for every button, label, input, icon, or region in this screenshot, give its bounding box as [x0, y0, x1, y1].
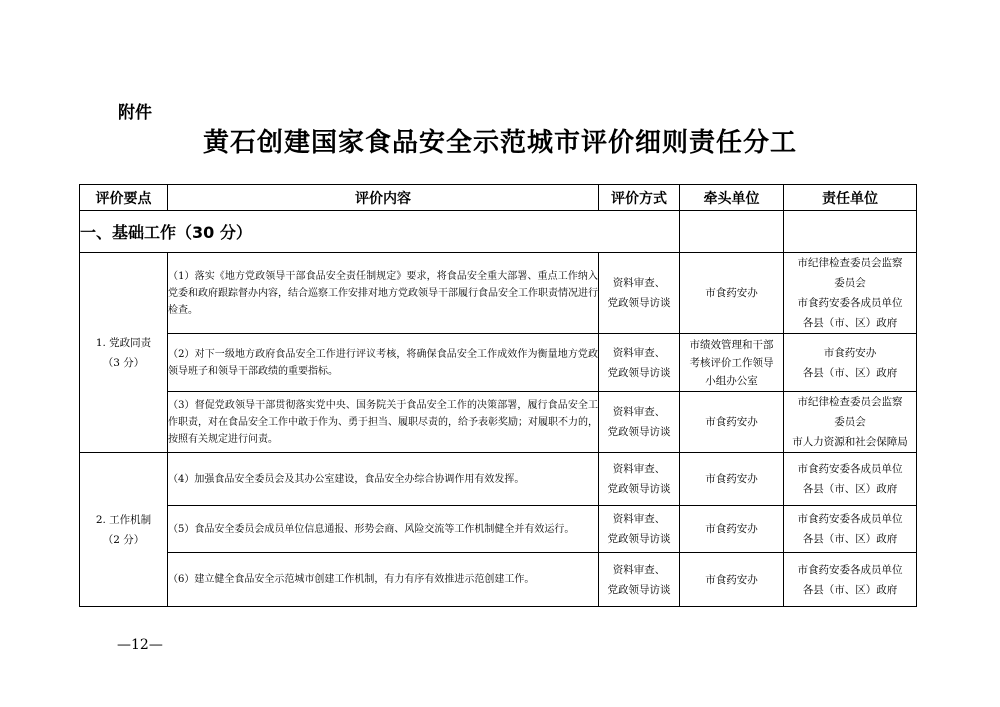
lead-unit — [680, 453, 784, 506]
eval-content: （1）落实《地方党政领导干部食品安全责任制规定》要求，将食品安全重大部署、重点工作纳入党委和政府跟踪督办内容，结合巡察工作安排对地方党政领导干部履行食品安全工作职责情况进行检查。 — [168, 253, 599, 334]
eval-point-cell — [80, 253, 168, 453]
eval-point-cell — [80, 453, 168, 607]
page-number: —12— — [117, 637, 163, 653]
eval-point-name: 1. 党政同责 — [95, 336, 152, 349]
responsible-unit — [784, 453, 917, 506]
section-title: 一、基础工作（30 分） — [80, 211, 680, 253]
lead-unit — [680, 253, 784, 334]
header-eval-point: 评价要点 — [80, 185, 168, 211]
method-line: 党政领导访谈 — [607, 533, 671, 545]
method-line: 党政领导访谈 — [607, 483, 671, 495]
header-eval-content: 评价内容 — [168, 185, 599, 211]
section-row — [80, 211, 917, 253]
resp-line: 各县（市、区）政府 — [802, 583, 898, 596]
resp-line: 市食药安委各成员单位 — [797, 513, 903, 525]
table-row — [80, 453, 917, 506]
document-title: 黄石创建国家食品安全示范城市评价细则责任分工 — [202, 128, 797, 158]
eval-method — [599, 553, 680, 607]
eval-point-score: （2 分） — [102, 533, 145, 546]
eval-method — [599, 506, 680, 553]
method-line: 资料审查、 — [612, 346, 666, 359]
lead-line: 市绩效管理和干部 — [689, 338, 774, 351]
resp-line: 委员会 — [834, 416, 866, 428]
eval-content: （2）对下一级地方政府食品安全工作进行评议考核，将确保食品安全工作成效作为衡量地方党政领导班子和领导干部政绩的重要指标。 — [168, 334, 599, 392]
eval-method — [599, 334, 680, 392]
method-line: 资料审查、 — [612, 277, 666, 289]
responsible-unit — [784, 392, 917, 453]
responsible-unit — [784, 553, 917, 607]
resp-line: 各县（市、区）政府 — [802, 317, 898, 329]
resp-line: 市纪律检查委员会监察 — [797, 257, 903, 269]
resp-line: 各县（市、区）政府 — [802, 533, 898, 545]
resp-line: 市食药安委各成员单位 — [797, 463, 903, 475]
eval-content: （4）加强食品安全委员会及其办公室建设，食品安全办综合协调作用有效发挥。 — [168, 453, 599, 506]
method-line: 党政领导访谈 — [607, 297, 671, 309]
lead-unit — [680, 334, 784, 392]
resp-line: 各县（市、区）政府 — [802, 366, 898, 379]
responsible-unit — [784, 506, 917, 553]
method-line: 党政领导访谈 — [607, 583, 671, 596]
resp-line: 市食药安委各成员单位 — [797, 563, 903, 576]
lead-line: 市食药安办 — [705, 523, 758, 535]
method-line: 党政领导访谈 — [607, 366, 671, 379]
table-header-row — [80, 185, 917, 211]
responsible-unit — [784, 253, 917, 334]
resp-line: 市食药安办 — [823, 346, 877, 359]
lead-line: 市食药安办 — [705, 573, 758, 586]
table-row — [80, 506, 917, 553]
section-empty-cell — [680, 211, 784, 253]
lead-line: 小组办公室 — [705, 374, 758, 387]
table-row — [80, 392, 917, 453]
table-row — [80, 253, 917, 334]
method-line: 资料审查、 — [612, 563, 666, 576]
eval-content: （5）食品安全委员会成员单位信息通报、形势会商、风险交流等工作机制健全并有效运行。 — [168, 506, 599, 553]
eval-point-name: 2. 工作机制 — [95, 513, 152, 526]
header-eval-method: 评价方式 — [599, 185, 680, 211]
lead-line: 市食药安办 — [705, 473, 758, 485]
eval-method — [599, 253, 680, 334]
resp-line: 委员会 — [834, 277, 866, 289]
eval-content: （6）建立健全食品安全示范城市创建工作机制，有力有序有效推进示范创建工作。 — [168, 553, 599, 607]
header-lead-unit: 牵头单位 — [680, 185, 784, 211]
lead-unit — [680, 392, 784, 453]
resp-line: 各县（市、区）政府 — [802, 483, 898, 495]
responsibility-table — [79, 184, 917, 607]
lead-unit — [680, 506, 784, 553]
resp-line: 市人力资源和社会保障局 — [792, 436, 908, 448]
lead-line: 市食药安办 — [705, 416, 758, 428]
section-empty-cell — [784, 211, 917, 253]
method-line: 资料审查、 — [612, 513, 666, 525]
lead-line: 考核评价工作领导 — [689, 356, 774, 369]
responsible-unit — [784, 334, 917, 392]
eval-method — [599, 392, 680, 453]
method-line: 资料审查、 — [612, 463, 666, 475]
eval-content: （3）督促党政领导干部贯彻落实党中央、国务院关于食品安全工作的决策部署，履行食品安全工作职责，对在食品安全工作中敢于作为、勇于担当、履职尽责的，给予表彰奖励；对履职不力的，按照有关规定进行问责。 — [168, 392, 599, 453]
eval-point-score: （3 分） — [102, 356, 145, 369]
method-line: 资料审查、 — [612, 406, 666, 418]
resp-line: 市纪律检查委员会监察 — [797, 396, 903, 408]
eval-method — [599, 453, 680, 506]
attachment-label: 附件 — [118, 103, 152, 123]
lead-line: 市食药安办 — [705, 287, 758, 299]
header-responsible-unit: 责任单位 — [784, 185, 917, 211]
table-row — [80, 553, 917, 607]
resp-line: 市食药安委各成员单位 — [797, 297, 903, 309]
table-row — [80, 334, 917, 392]
method-line: 党政领导访谈 — [607, 426, 671, 438]
lead-unit — [680, 553, 784, 607]
